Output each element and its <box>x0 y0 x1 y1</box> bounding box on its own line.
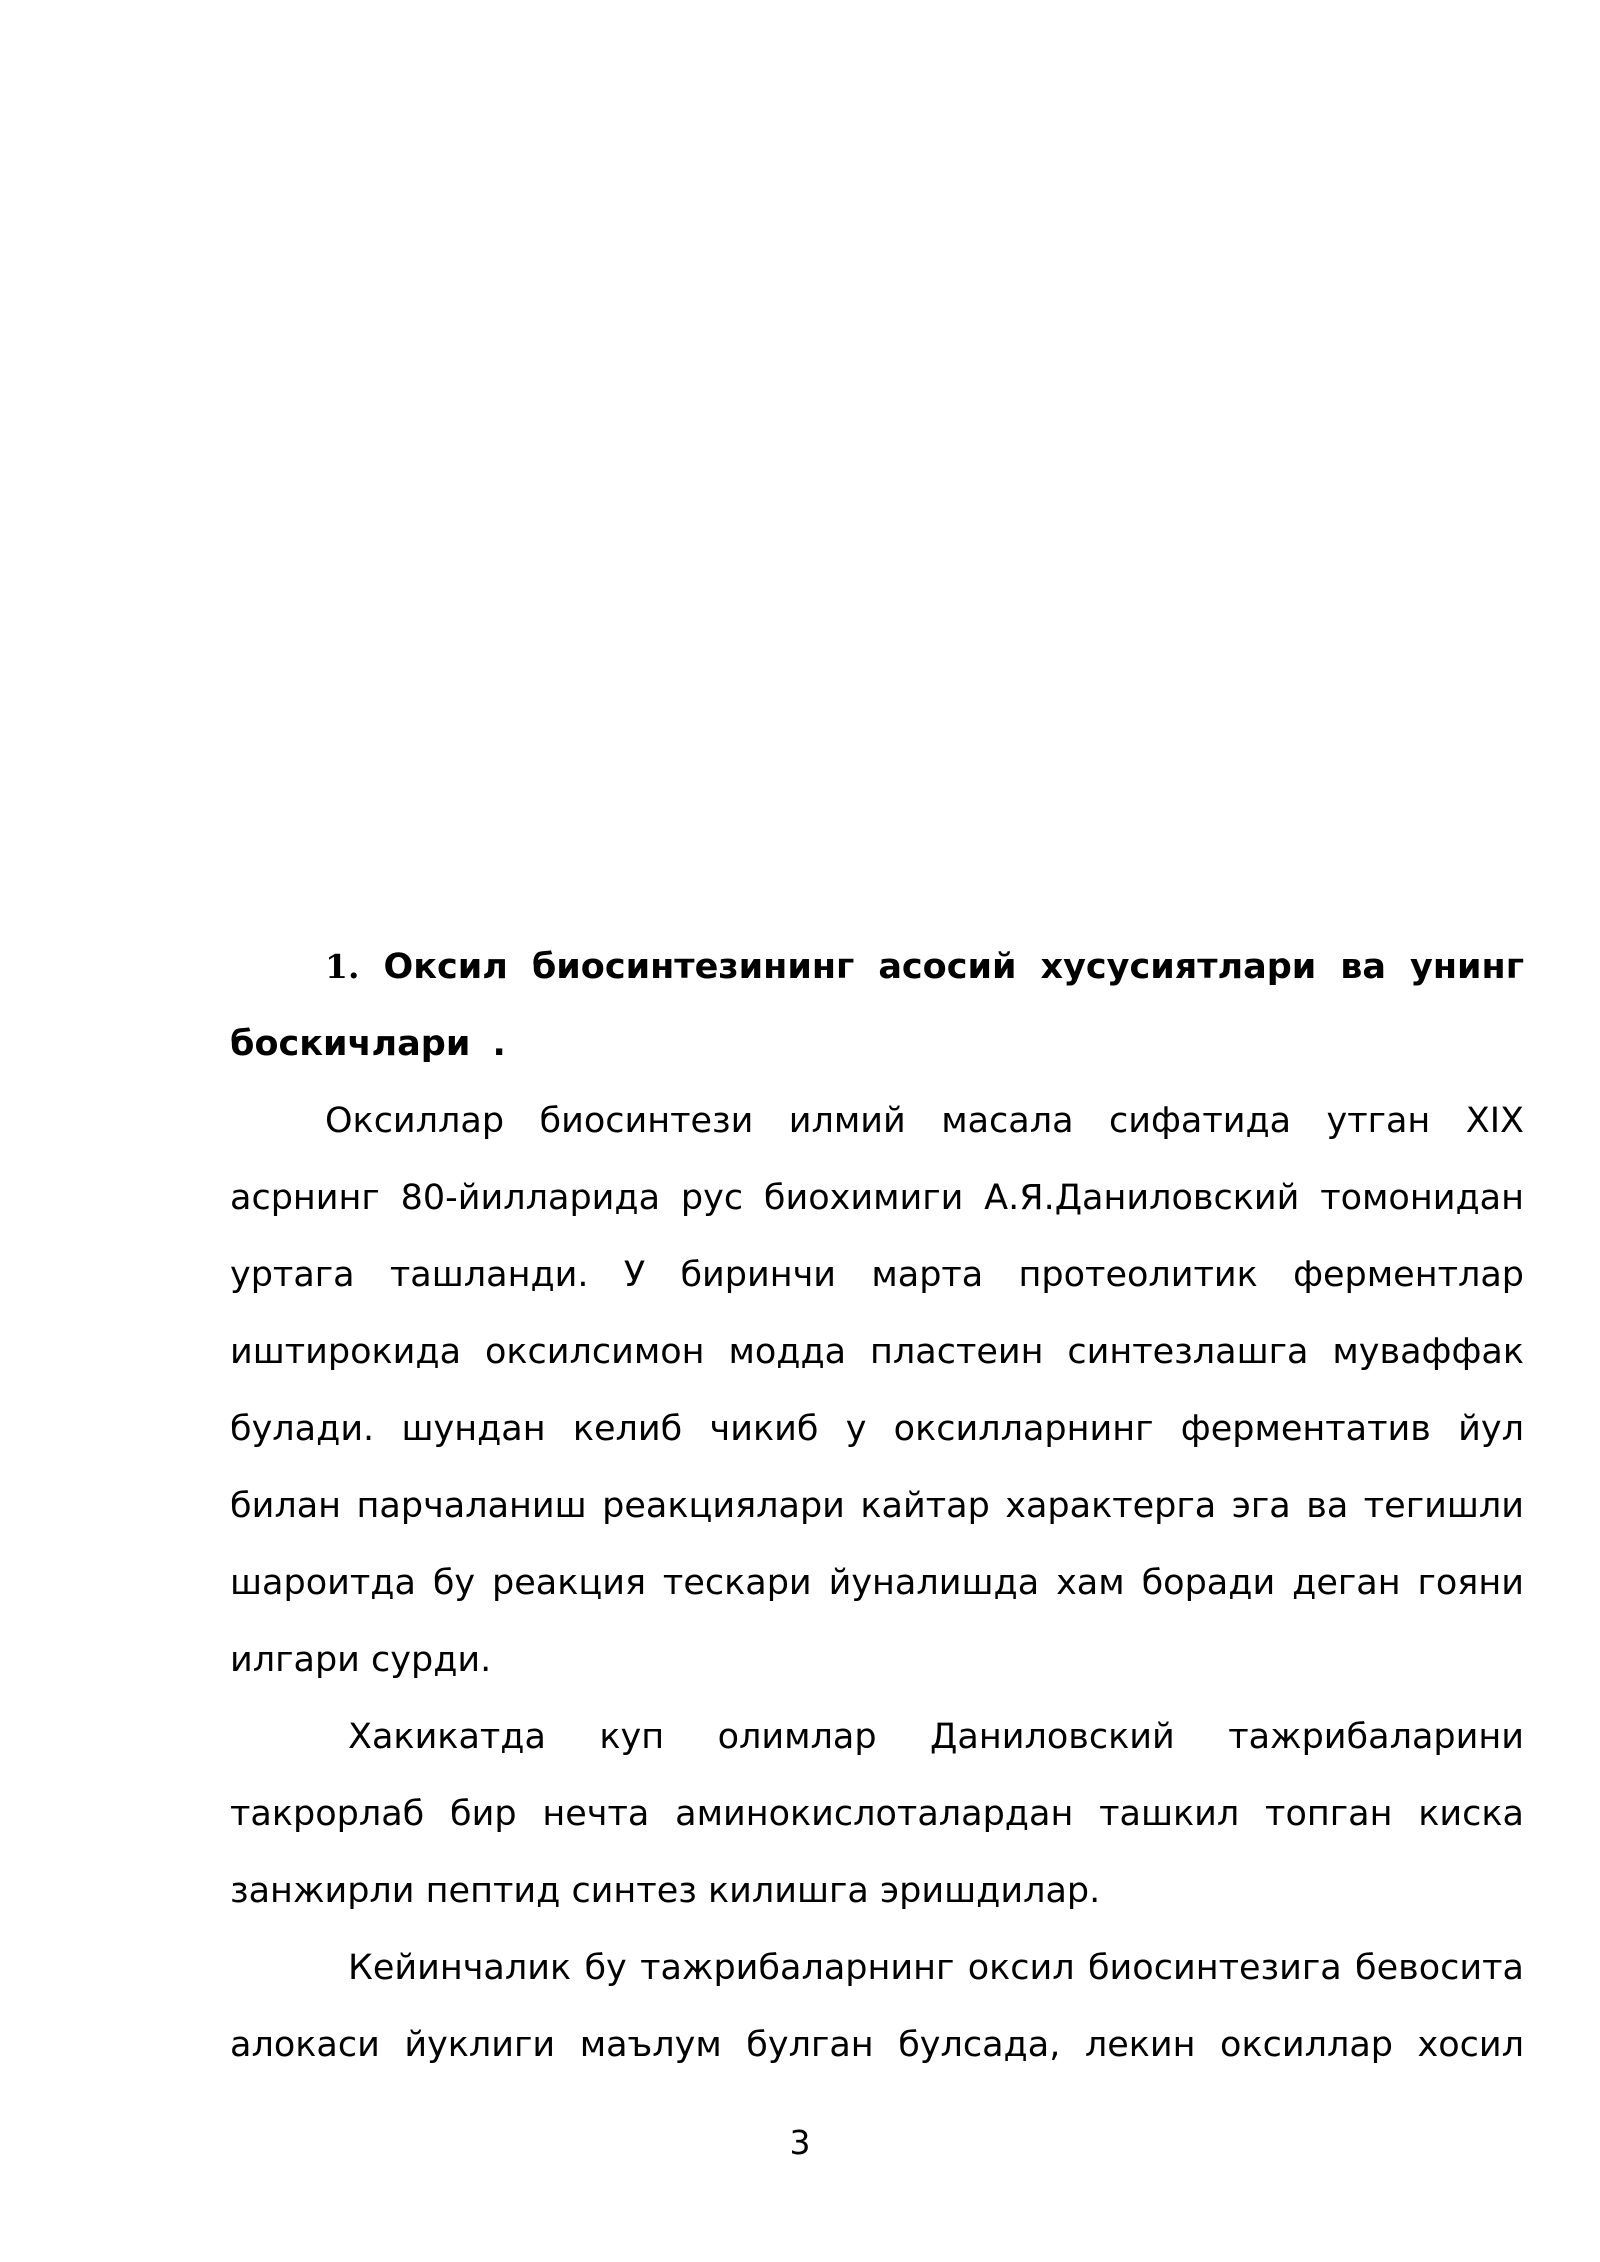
page-content <box>230 928 1524 2084</box>
section-heading <box>230 928 1524 1083</box>
page-number: 3 <box>789 2123 811 2162</box>
paragraph-2: Хакикатда куп олимлар Даниловский тажрибаларини такрорлаб бир нечта аминокислоталардан ташкил топган киска занжирли пептид синтез килишга эришдилар. <box>230 1717 1524 1911</box>
section-title: Оксил биосинтезининг асосий хусусиятлари ва унинг боскичлари . <box>230 947 1525 1064</box>
section-number: 1. <box>325 947 360 986</box>
paragraph-1: Оксиллар биосинтези илмий масала сифатида утган XIX асрнинг 80-йилларида рус биохимиги А.Я.Даниловский томонидан уртага ташланди. У биринчи марта протеолитик ферментлар иштирокида оксилсимон модда пластеин синтезлашга муваффак булади. шундан келиб чикиб у оксилларнинг ферментатив йул билан парчаланиш реакциялари кайтар характерга эга ва тегишли шароитда бу реакция тескари йуналишда хам боради деган гояни илгари сурди. <box>230 1101 1524 1680</box>
paragraph-3: Кейинчалик бу тажрибаларнинг оксил биосинтезига бевосита алокаси йуклиги маълум булган булсада, лекин оксиллар хосил <box>230 1948 1524 2065</box>
